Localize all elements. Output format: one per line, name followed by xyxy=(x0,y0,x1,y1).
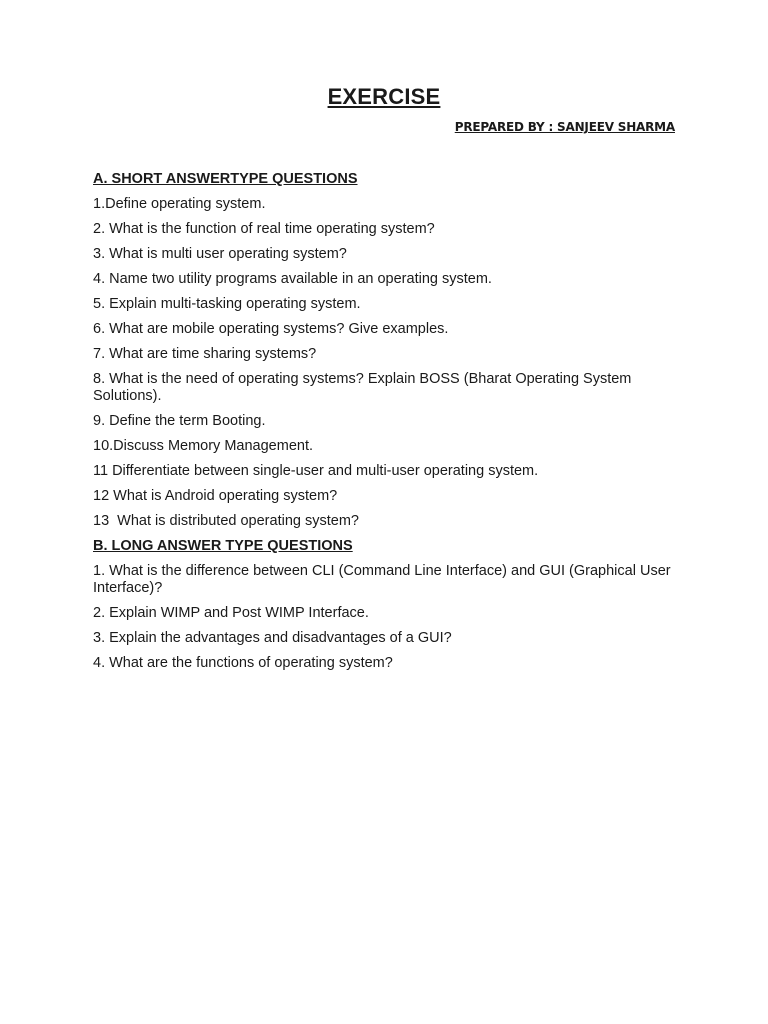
section-short-answer xyxy=(93,171,673,530)
question-item: 11 Differentiate between single-user and multi-user operating system. xyxy=(93,463,539,479)
section-heading: A. SHORT ANSWERTYPE QUESTIONS xyxy=(93,171,358,187)
question-item: 5. Explain multi-tasking operating system. xyxy=(93,296,361,312)
question-item: 10.Discuss Memory Management. xyxy=(93,438,313,454)
question-item: 1. What is the difference between CLI (Command Line Interface) and GUI (Graphical User Interface)? xyxy=(93,563,675,596)
question-item: 2. What is the function of real time operating system? xyxy=(93,221,435,237)
question-item: 12 What is Android operating system? xyxy=(93,488,338,504)
question-item: 3. Explain the advantages and disadvantages of a GUI? xyxy=(93,630,452,646)
question-item: 4. What are the functions of operating system? xyxy=(93,655,393,671)
section-heading: B. LONG ANSWER TYPE QUESTIONS xyxy=(93,538,353,554)
question-item: 2. Explain WIMP and Post WIMP Interface. xyxy=(93,605,369,621)
section-long-answer xyxy=(93,538,673,672)
question-list xyxy=(93,563,673,672)
question-item: 4. Name two utility programs available in an operating system. xyxy=(93,271,492,287)
document-body xyxy=(93,171,673,680)
author-line: PREPARED BY : SANJEEV SHARMA xyxy=(454,120,675,134)
question-item: 8. What is the need of operating systems? Explain BOSS (Bharat Operating System Solutions). xyxy=(93,371,636,404)
question-item: 3. What is multi user operating system? xyxy=(93,246,347,262)
page-title: EXERCISE xyxy=(327,84,441,109)
question-item: 7. What are time sharing systems? xyxy=(93,346,317,362)
question-item: 6. What are mobile operating systems? Give examples. xyxy=(93,321,449,337)
question-item: 13 What is distributed operating system? xyxy=(93,513,359,529)
question-item: 1.Define operating system. xyxy=(93,196,266,212)
question-list xyxy=(93,196,673,530)
question-item: 9. Define the term Booting. xyxy=(93,413,266,429)
